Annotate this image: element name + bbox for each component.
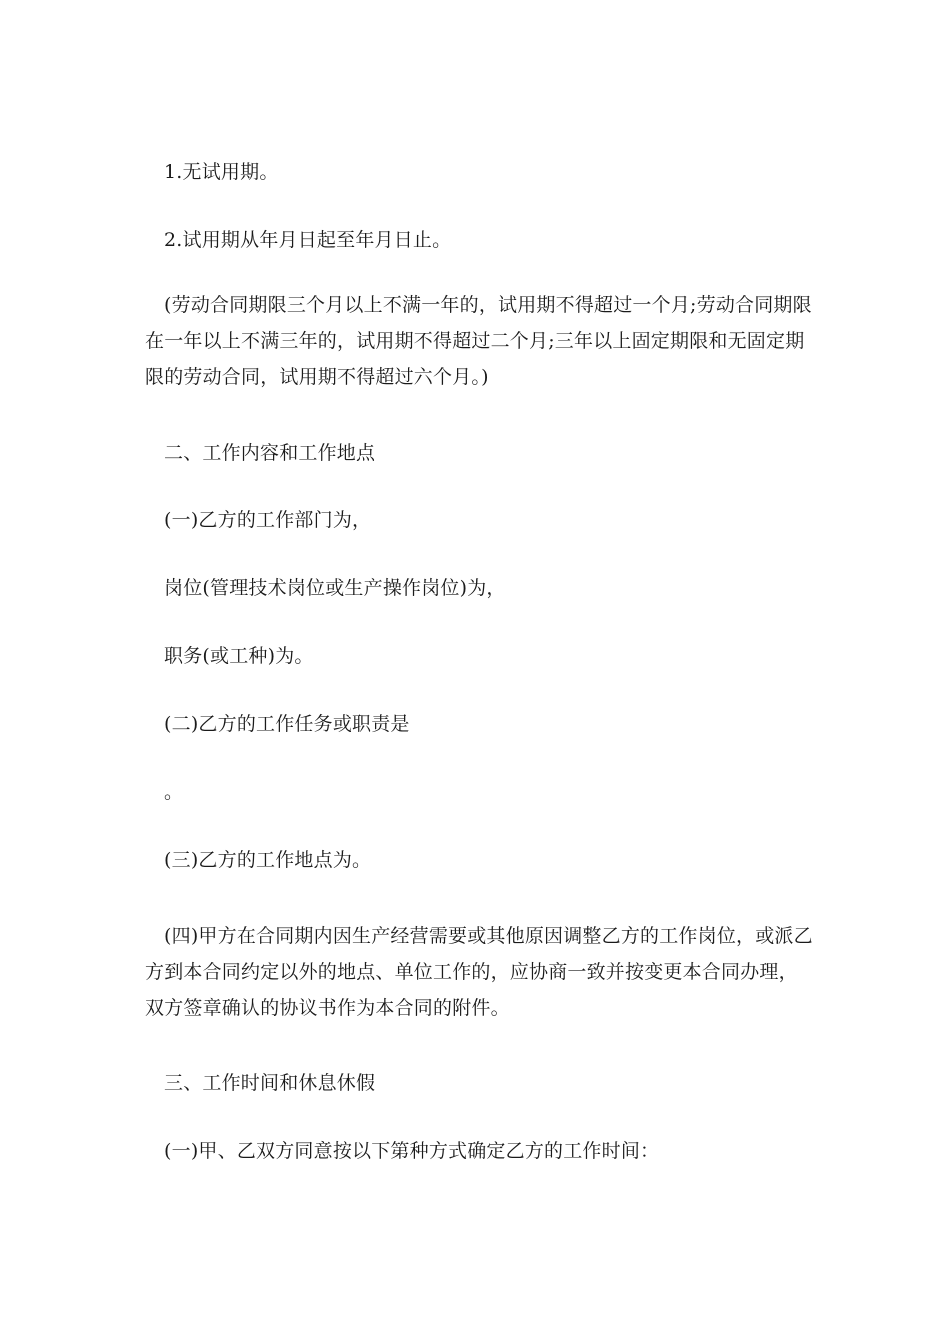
paragraph-job-duties: (二)乙方的工作任务或职责是: [164, 713, 410, 735]
section-heading-work-content: 二、工作内容和工作地点: [164, 442, 376, 464]
section-heading-work-hours: 三、工作时间和休息休假: [164, 1072, 376, 1094]
paragraph-work-department: (一)乙方的工作部门为，: [164, 509, 372, 531]
paragraph-work-location: (三)乙方的工作地点为。: [164, 849, 372, 871]
paragraph-probation-note: (劳动合同期限三个月以上不满一年的，试用期不得超过一个月;劳动合同期限在一年以上不满三年的，试用期不得超过二个月;三年以上固定期限和无固定期限的劳动合同，试用期不得超过六个月。): [145, 294, 812, 388]
paragraph-probation-period: 2.试用期从年月日起至年月日止。: [164, 229, 452, 251]
paragraph-period: 。: [164, 781, 184, 803]
paragraph-job-title: 职务(或工种)为。: [164, 645, 314, 667]
paragraph-post: 岗位(管理技术岗位或生产操作岗位)为，: [164, 577, 506, 599]
paragraph-work-hours-method: (一)甲、乙双方同意按以下第种方式确定乙方的工作时间：: [164, 1140, 660, 1162]
paragraph-position-adjustment: (四)甲方在合同期内因生产经营需要或其他原因调整乙方的工作岗位，或派乙方到本合同约定以外的地点、单位工作的，应协商一致并按变更本合同办理，双方签章确认的协议书作为本合同的附件。: [145, 925, 813, 1019]
paragraph-no-probation: 1.无试用期。: [164, 161, 279, 183]
